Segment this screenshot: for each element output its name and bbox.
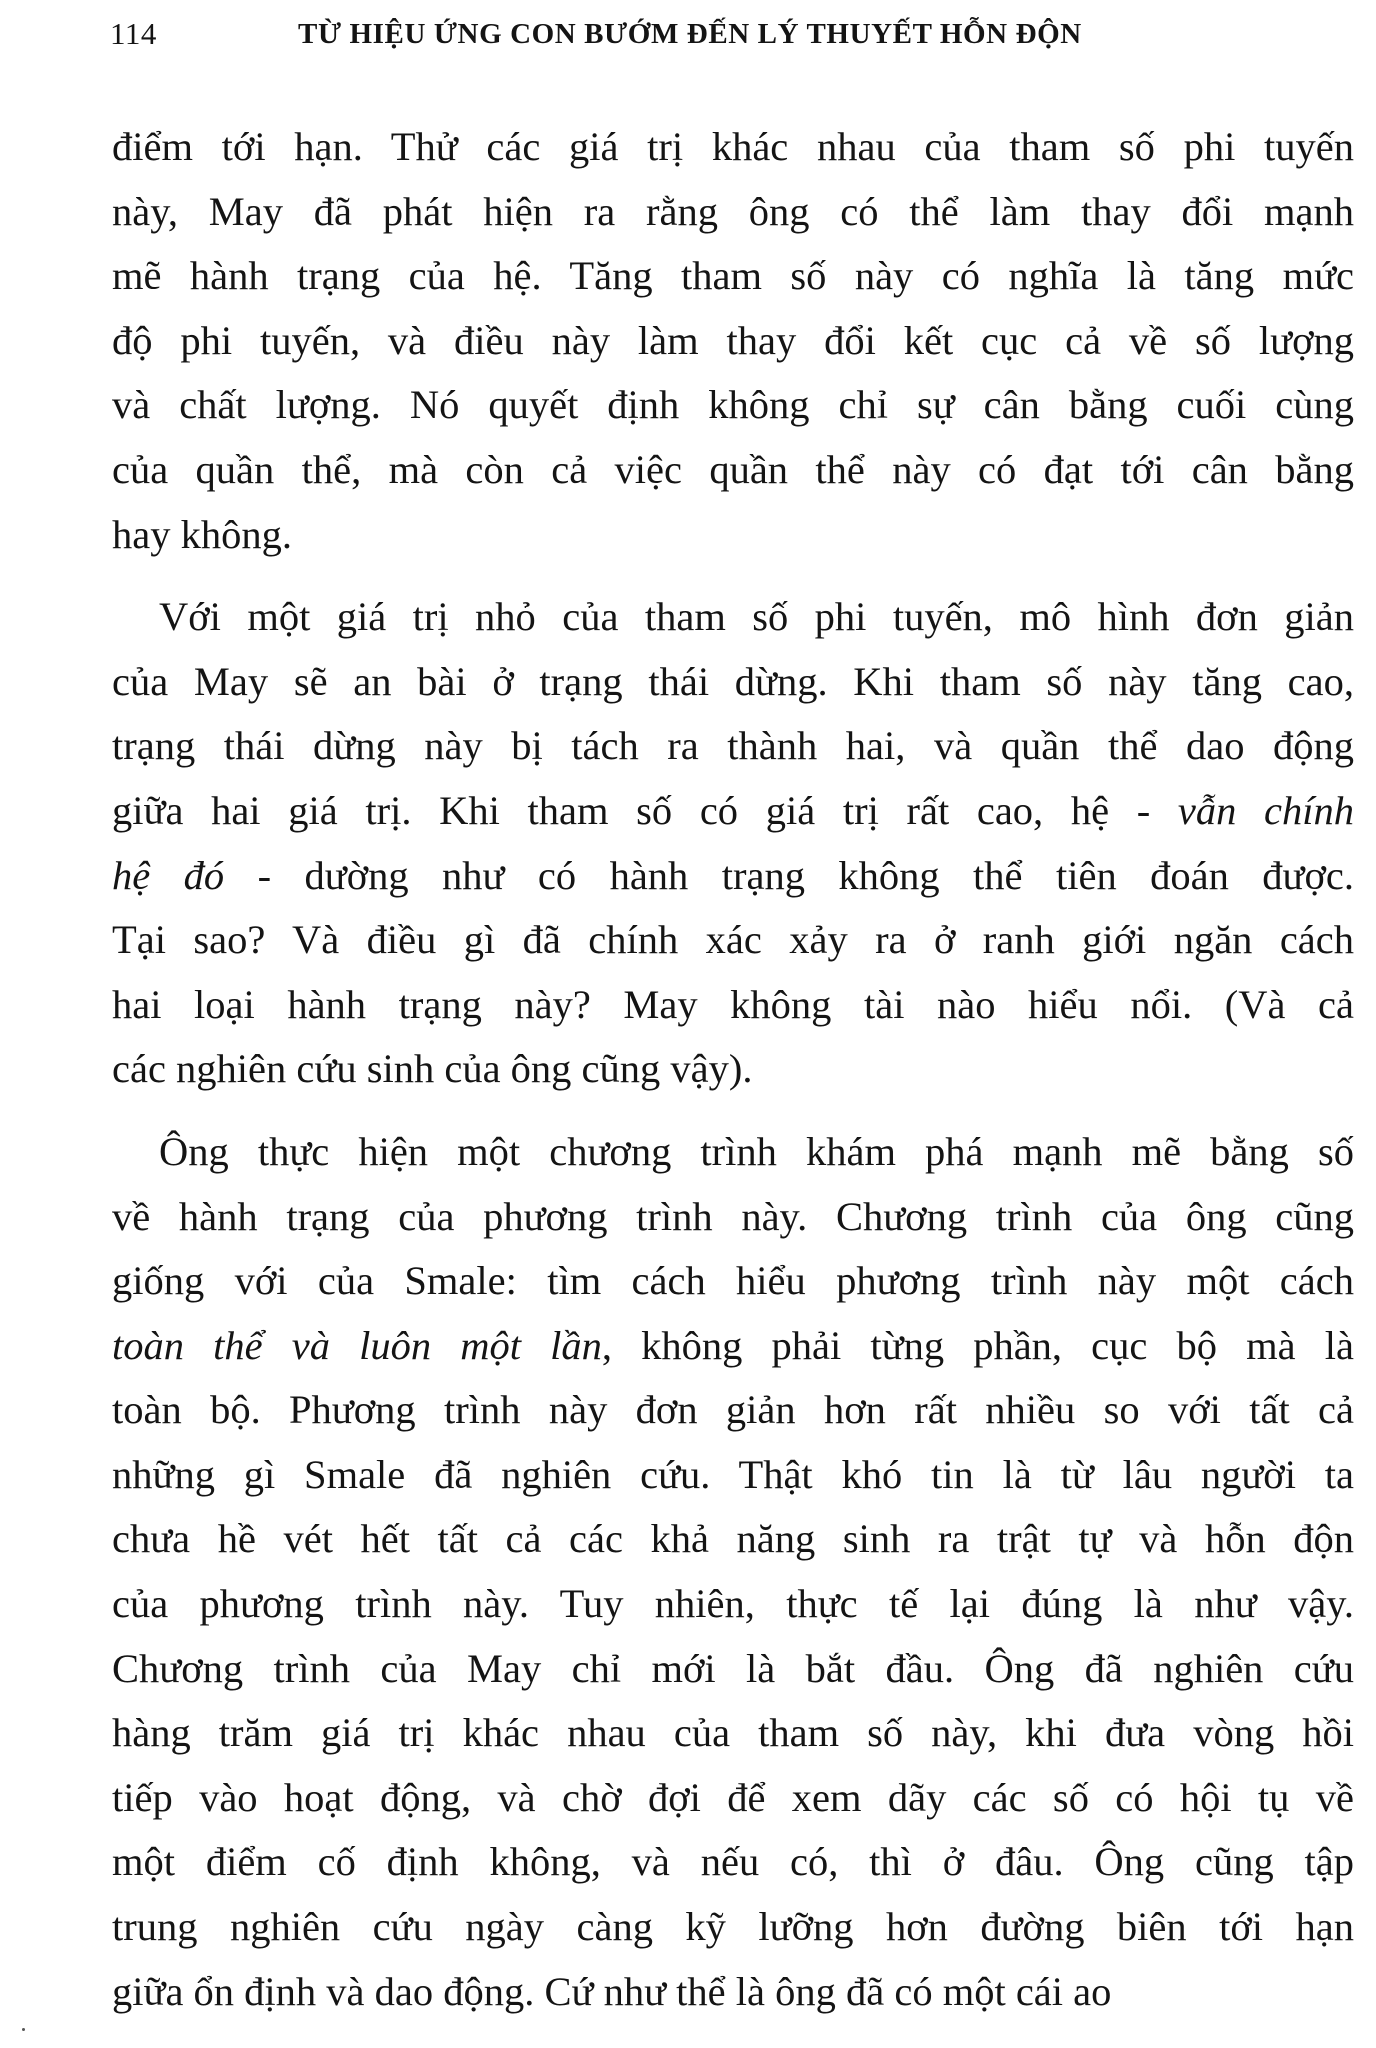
text-segment: những gì Smale đã nghiên cứu. Thật khó tin là từ lâu người ta: [112, 1451, 1354, 1497]
running-header: [110, 12, 1220, 56]
text-segment: và chất lượng. Nó quyết định không chỉ sự cân bằng cuối cùng: [112, 382, 1354, 428]
text-line: [112, 180, 1354, 245]
text-line: [112, 844, 1354, 909]
text-line: [112, 244, 1354, 309]
paragraph: [112, 1120, 1354, 2024]
text-segment: - dường như có hành trạng không thể tiên đoán được.: [224, 852, 1354, 898]
italic-text: toàn thể và luôn một lần: [112, 1322, 602, 1368]
text-segment: của phương trình này. Tuy nhiên, thực tế lại đúng là như vậy.: [112, 1581, 1354, 1627]
text-segment: hai loại hành trạng này? May không tài nào hiểu nổi. (Và cả: [112, 981, 1354, 1027]
paragraph: [112, 115, 1354, 567]
page-number: 114: [110, 16, 157, 51]
paragraph: [112, 585, 1354, 1102]
text-line: [112, 973, 1354, 1038]
italic-text: hệ đó: [112, 852, 225, 898]
text-line: [112, 1378, 1354, 1443]
text-line: [112, 714, 1354, 779]
text-segment: các nghiên cứu sinh của ông cũng vậy).: [112, 1046, 753, 1092]
italic-text: vẫn chính: [1177, 787, 1354, 833]
scan-speck: [22, 2028, 25, 2031]
text-line: [112, 1572, 1354, 1637]
text-segment: giữa hai giá trị. Khi tham số có giá trị rất cao, hệ -: [112, 787, 1178, 833]
text-line: [112, 1443, 1354, 1508]
text-line: [112, 1249, 1354, 1314]
text-segment: của May sẽ an bài ở trạng thái dừng. Khi tham số này tăng cao,: [112, 658, 1354, 704]
text-segment: điểm tới hạn. Thử các giá trị khác nhau của tham số phi tuyến: [112, 124, 1354, 169]
text-segment: trung nghiên cứu ngày càng kỹ lưỡng hơn đường biên tới hạn: [112, 1904, 1354, 1950]
text-segment: hàng trăm giá trị khác nhau của tham số này, khi đưa vòng hồi: [112, 1710, 1354, 1756]
text-segment: toàn bộ. Phương trình này đơn giản hơn rất nhiều so với tất cả: [112, 1387, 1354, 1433]
text-segment: trạng thái dừng này bị tách ra thành hai, và quần thể dao động: [112, 723, 1354, 769]
text-segment: mẽ hành trạng của hệ. Tăng tham số này có nghĩa là tăng mức: [112, 253, 1354, 299]
text-segment: độ phi tuyến, và điều này làm thay đổi kết cục cả về số lượng: [112, 317, 1354, 363]
text-segment: hay không.: [112, 511, 292, 557]
text-segment: tiếp vào hoạt động, và chờ đợi để xem dãy các số có hội tụ về: [112, 1774, 1354, 1820]
text-line: [112, 1830, 1354, 1895]
text-segment: Chương trình của May chỉ mới là bắt đầu. Ông đã nghiên cứu: [112, 1645, 1354, 1691]
text-line: [112, 1895, 1354, 1960]
text-line: [112, 908, 1354, 973]
text-line: [112, 309, 1354, 374]
text-segment: chưa hề vét hết tất cả các khả năng sinh ra trật tự và hỗn độn: [112, 1516, 1354, 1562]
body-text: [112, 115, 1354, 2024]
text-line: [112, 1960, 1354, 2025]
text-line: [112, 373, 1354, 438]
text-line: [112, 1766, 1354, 1831]
text-line: [112, 115, 1354, 180]
text-line: [112, 1185, 1354, 1250]
text-line: [112, 1314, 1354, 1379]
text-line: [112, 650, 1354, 715]
text-line: [112, 585, 1354, 650]
text-segment: của quần thể, mà còn cả việc quần thể này có đạt tới cân bằng: [112, 446, 1354, 492]
text-line: [112, 1037, 1354, 1102]
text-segment: một điểm cố định không, và nếu có, thì ở đâu. Ông cũng tập: [112, 1839, 1354, 1885]
paragraph-gap: [112, 1102, 1354, 1120]
text-line: [112, 1701, 1354, 1766]
paragraph-gap: [112, 567, 1354, 585]
text-segment: giữa ổn định và dao động. Cứ như thể là ông đã có một cái ao: [112, 1968, 1112, 2014]
text-line: [112, 1120, 1354, 1185]
text-line: [112, 1507, 1354, 1572]
text-line: [112, 1637, 1354, 1702]
text-line: [112, 779, 1354, 844]
text-segment: Tại sao? Và điều gì đã chính xác xảy ra ở ranh giới ngăn cách: [112, 917, 1354, 963]
text-segment: Ông thực hiện một chương trình khám phá mạnh mẽ bằng số: [159, 1128, 1354, 1174]
text-line: [112, 503, 1354, 568]
text-segment: , không phải từng phần, cục bộ mà là: [601, 1322, 1354, 1368]
text-segment: về hành trạng của phương trình này. Chương trình của ông cũng: [112, 1193, 1354, 1239]
text-segment: Với một giá trị nhỏ của tham số phi tuyến, mô hình đơn giản: [159, 594, 1354, 640]
text-segment: giống với của Smale: tìm cách hiểu phương trình này một cách: [112, 1258, 1354, 1304]
text-line: [112, 438, 1354, 503]
chapter-title: TỪ HIỆU ỨNG CON BƯỚM ĐẾN LÝ THUYẾT HỖN ĐỘN: [298, 17, 1082, 50]
text-segment: này, May đã phát hiện ra rằng ông có thể làm thay đổi mạnh: [112, 188, 1354, 234]
